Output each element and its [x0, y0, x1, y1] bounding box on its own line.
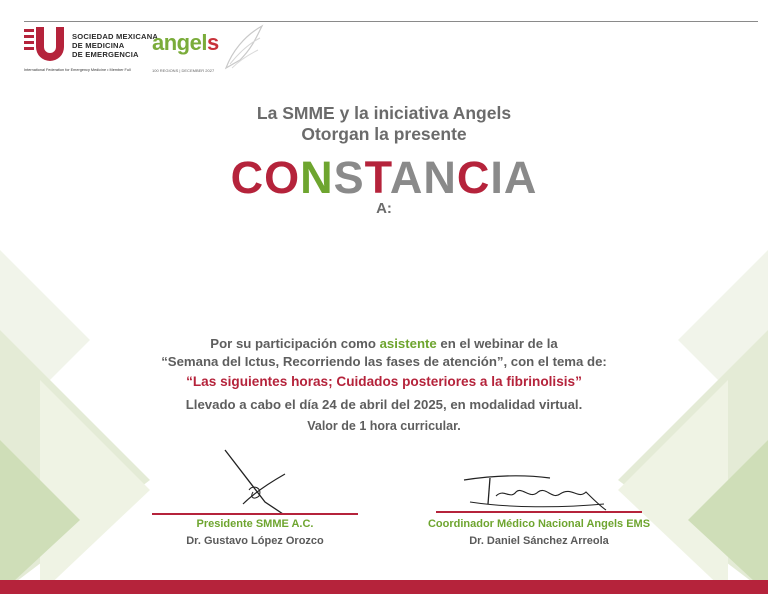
angels-subtitle: 100 REGIONS | DECEMBER 2027 — [152, 68, 215, 73]
smme-line2: DE MEDICINA — [72, 40, 125, 50]
bottom-band — [0, 580, 768, 594]
topic-line: “Las siguientes horas; Cuidados posteriores a la fibrinolisis” — [186, 374, 582, 389]
smme-logo — [24, 27, 158, 63]
title-letter: N — [300, 152, 334, 203]
left-name: Dr. Gustavo López Orozco — [186, 535, 324, 547]
recipient-label: A: — [376, 200, 392, 217]
title-letter: C — [230, 152, 265, 203]
certificate-title — [0, 152, 768, 204]
smme-line1: SOCIEDAD MEXICANA — [72, 31, 159, 41]
right-role: Coordinador Médico Nacional Angels EMS — [427, 518, 651, 530]
left-signature-line — [152, 513, 358, 515]
title-letter: T — [364, 152, 390, 203]
smme-u-icon — [24, 27, 68, 63]
title-letter: S — [333, 152, 365, 203]
body-line5: Valor de 1 hora curricular. — [307, 419, 461, 433]
left-role: Presidente SMME A.C. — [196, 518, 314, 530]
body-line1 — [0, 336, 768, 351]
right-name: Dr. Daniel Sánchez Arreola — [469, 535, 609, 547]
title-letter: A — [389, 152, 424, 203]
angels-logo — [152, 30, 219, 56]
title-letter: C — [456, 152, 491, 203]
smme-tagline: International Federation for Emergency Medicine • Member Full — [24, 68, 131, 72]
angels-word-end: s — [206, 30, 219, 55]
body-line4: Llevado a cabo el día 24 de abril del 2025, en modalidad virtual. — [185, 397, 583, 412]
body-line1-pre: Por su participación como — [210, 336, 380, 351]
angels-wing-icon — [222, 24, 264, 72]
right-signature-line — [436, 511, 642, 513]
right-signature — [460, 470, 610, 514]
body-line1-post: en el webinar de la — [436, 336, 558, 351]
smme-line3: DE EMERGENCIA — [72, 49, 139, 59]
header-line2: Otorgan la presente — [301, 124, 467, 144]
angels-word-main: angel — [152, 30, 207, 55]
left-signature — [215, 448, 295, 514]
top-rule — [24, 21, 758, 22]
role-highlight: asistente — [379, 336, 437, 351]
title-letter: A — [503, 152, 538, 203]
header-line1: La SMME y la iniciativa Angels — [256, 103, 512, 123]
title-letter: O — [264, 152, 301, 203]
body-line2: “Semana del Ictus, Recorriendo las fases de atención”, con el tema de: — [161, 354, 607, 369]
title-letter: N — [423, 152, 457, 203]
title-letter: I — [490, 152, 504, 203]
